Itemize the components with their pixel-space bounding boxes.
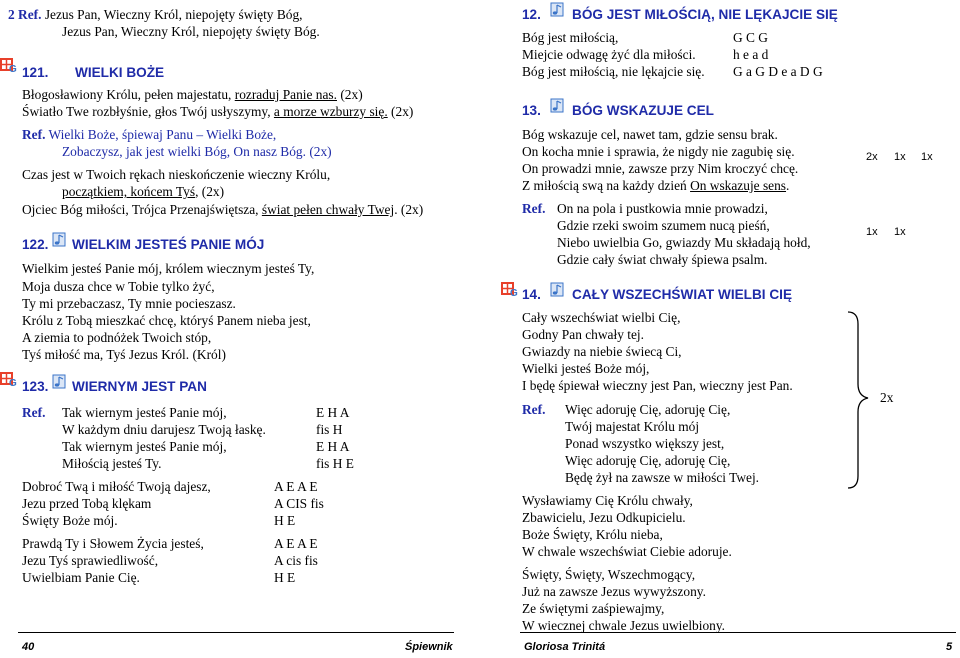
lyric-line: Uwielbiam Panie Cię. (22, 570, 140, 585)
lyric-line (22, 201, 423, 219)
lyric-line: Więc adoruję Cię, adoruję Cię, (565, 402, 731, 417)
lyric-line: Będę żył na zawsze w miłości Twej. (565, 470, 760, 485)
repeat-mark: (2x) (305, 144, 332, 159)
lyric-line: Jezu przed Tobą klękam (22, 496, 152, 511)
lyric-line: Święty Boże mój. (22, 513, 118, 528)
chords: A CIS fis (274, 496, 324, 511)
guitar-chords-icon (0, 370, 18, 388)
lyric-line: On na pola i pustkowia mnie prowadzi, (557, 201, 768, 216)
text: Światło Twe rozbłyśnie, głos Twój usłyszymy, (22, 104, 274, 119)
lyric-line: Bóg wskazuje cel, nawet tam, gdzie sensu brak. (522, 127, 778, 142)
lyric-line: Jezu Tyś sprawiedliwość, (22, 553, 159, 568)
lyric-line: W każdym dniu darujesz Twoją łaskę. (62, 422, 266, 437)
repeat-mark: , (2x) (195, 184, 225, 199)
chords: A E A E (274, 536, 318, 551)
chords: E H A (316, 405, 350, 420)
lyric-line: Zbawicielu, Jezu Odkupicielu. (522, 510, 686, 525)
lyric-line: Więc adoruję Cię, adoruję Cię, (565, 453, 731, 468)
lyric-line: Królu z Tobą mieszkać chcę, któryś Panem nieba jest, (22, 313, 311, 328)
lyric-line: Twój majestat Królu mój (565, 419, 700, 434)
lyric-line: A ziemia to podnóżek Twoich stóp, (22, 330, 212, 345)
lyric-line: Niebo uwielbia Go, gwiazdy Mu składają hołd, (557, 235, 811, 250)
ref-label: Ref. (522, 402, 546, 417)
lyric-line: Ponad wszystko większy jest, (565, 436, 725, 451)
ref-line (62, 143, 332, 161)
lyric-line: Jezus Pan, Wieczny Król, niepojęty święty Bóg, (44, 7, 303, 22)
svg-text:G: G (9, 64, 17, 74)
book-title: Gloriosa Trinitá (524, 641, 606, 653)
repeat-mark: (2x) (337, 87, 363, 102)
song-title: BÓG WSKAZUJE CEL (572, 103, 714, 118)
lyric-line: Miejcie odwagę żyć dla miłości. (522, 47, 696, 62)
lyric-line: Godny Pan chwały tej. (522, 327, 644, 342)
chords: G a G D e a D G (733, 64, 823, 79)
lyric-line: Tak wiernym jesteś Panie mój, (62, 405, 227, 420)
lyric-line: Prawdą Ty i Słowem Życia jesteś, (22, 536, 204, 551)
ref-label: 2 Ref. (8, 7, 42, 22)
chords: A E A E (274, 479, 318, 494)
chords: fis H (316, 422, 343, 437)
lyric-line: I będę śpiewał wieczny jest Pan, wieczny jest Pan. (522, 378, 793, 393)
lyric-line: Ze świętymi zaśpiewajmy, (522, 601, 665, 616)
repeat-mark: 1x (894, 226, 906, 238)
ref-label: Ref. (22, 127, 46, 142)
lyric-line: Wielki jesteś Boże mój, (522, 361, 650, 376)
lyric-line: Dobroć Twą i miłość Twoją dajesz, (22, 479, 211, 494)
page-number: 5 (946, 641, 953, 653)
guitar-chords-icon (501, 280, 519, 298)
underlined-text: On wskazuje sens (690, 178, 787, 193)
lyric-line: Gdzie cały świat chwały śpiewa psalm. (557, 252, 768, 267)
repeat-mark: 1x (894, 151, 906, 163)
underlined-text: rozraduj Panie nas. (234, 87, 337, 102)
lyric-line: Już na zawsze Jezus wywyższony. (522, 584, 706, 599)
ref-label: Ref. (22, 405, 46, 420)
repeat-mark: 2x (880, 390, 894, 405)
ref-line (8, 6, 303, 24)
text: Ojciec Bóg miłości, Trójca Przenajświętsza, (22, 202, 262, 217)
text: . (786, 178, 790, 193)
lyric-line: Boże Święty, Królu nieba, (522, 527, 663, 542)
song-number: 121. (22, 65, 49, 80)
footer-rule (520, 632, 956, 633)
lyric-line: Jezus Pan, Wieczny Król, niepojęty święty Bóg. (62, 24, 320, 39)
song-title: BÓG JEST MIŁOŚCIĄ, NIE LĘKAJCIE SIĘ (572, 7, 838, 22)
svg-text:G: G (9, 378, 17, 388)
song-number: 13. (522, 103, 541, 118)
chords: fis H E (316, 456, 354, 471)
lyric-line: Tyś miłość ma, Tyś Jezus Król. (Król) (22, 347, 226, 362)
music-note-icon (550, 282, 564, 298)
repeat-mark: (2x) (387, 104, 414, 119)
lyric-line (62, 183, 224, 201)
repeat-mark: 1x (921, 151, 933, 163)
lyric-line: Miłością jesteś Ty. (62, 456, 162, 471)
lyric-line (22, 86, 363, 104)
repeat-mark: 2x (866, 151, 878, 163)
song-number: 123. (22, 379, 49, 394)
song-title: CAŁY WSZECHŚWIAT WIELBI CIĘ (572, 287, 793, 302)
svg-text:G: G (510, 288, 518, 298)
lyric-line: Cały wszechświat wielbi Cię, (522, 310, 681, 325)
lyric-line (522, 177, 789, 195)
underlined-text: początkiem, końcem Tyś (62, 184, 196, 199)
lyric-line (22, 103, 413, 121)
repeat-mark: . (2x) (394, 202, 424, 217)
song-number: 122. (22, 237, 49, 252)
song-title: WIELKI BOŻE (75, 65, 165, 80)
music-note-icon (52, 374, 66, 390)
chords: E H A (316, 439, 350, 454)
chords: H E (274, 513, 296, 528)
ref-text: Zobaczysz, jak jest wielki Bóg, On nasz Bóg. (62, 144, 306, 159)
guitar-chords-icon (0, 56, 18, 74)
underlined-text: świat pełen chwały Twej (261, 202, 395, 217)
underlined-text: a morze wzburzy się. (273, 104, 388, 119)
repeat-mark: 1x (866, 226, 878, 238)
chords: G C G (733, 30, 768, 45)
lyric-line: Ty mi przebaczasz, Ty mnie pocieszasz. (22, 296, 236, 311)
text: Z miłością swą na każdy dzień (522, 178, 691, 193)
lyric-line: Święty, Święty, Wszechmogący, (522, 567, 696, 582)
chords: H E (274, 570, 296, 585)
book-title: Śpiewnik (405, 641, 453, 653)
repeat-brace (846, 310, 872, 490)
music-note-icon (550, 98, 564, 114)
lyric-line: W chwale wszechświat Ciebie adoruje. (522, 544, 732, 559)
lyric-line: Gwiazdy na niebie świecą Ci, (522, 344, 682, 359)
song-number: 14. (522, 287, 541, 302)
lyric-line: On prowadzi mnie, zawsze przy Nim kroczyć chcę. (522, 161, 799, 176)
lyric-line: Wielkim jesteś Panie mój, królem wiecznym jesteś Ty, (22, 261, 315, 276)
song-title: WIERNYM JEST PAN (72, 379, 207, 394)
page-number: 40 (22, 641, 35, 653)
song-title: WIELKIM JESTEŚ PANIE MÓJ (72, 237, 265, 252)
text: Błogosławiony Królu, pełen majestatu, (22, 87, 235, 102)
lyric-line: Wysławiamy Cię Królu chwały, (522, 493, 693, 508)
music-note-icon (52, 232, 66, 248)
lyric-line: Tak wiernym jesteś Panie mój, (62, 439, 227, 454)
ref-label: Ref. (522, 201, 546, 216)
lyric-line: Moja dusza chce w Tobie tylko żyć, (22, 279, 215, 294)
lyric-line: On kocha mnie i sprawia, że nigdy nie zagubię się. (522, 144, 795, 159)
lyric-line: W wiecznej chwale Jezus uwielbiony. (522, 618, 726, 633)
lyric-line: Bóg jest miłością, nie lękajcie się. (522, 64, 705, 79)
lyric-line: Gdzie rzeki swoim szumem nucą pieśń, (557, 218, 770, 233)
lyric-line: Bóg jest miłością, (522, 30, 619, 45)
song-number: 12. (522, 7, 541, 22)
music-note-icon (550, 2, 564, 18)
footer-rule (18, 632, 454, 633)
lyric-line: Czas jest w Twoich rękach nieskończenie wieczny Królu, (22, 167, 331, 182)
ref-line (22, 126, 276, 144)
chords: A cis fis (274, 553, 318, 568)
ref-text: Wielki Boże, śpiewaj Panu – Wielki Boże, (48, 127, 277, 142)
chords: h e a d (733, 47, 769, 62)
